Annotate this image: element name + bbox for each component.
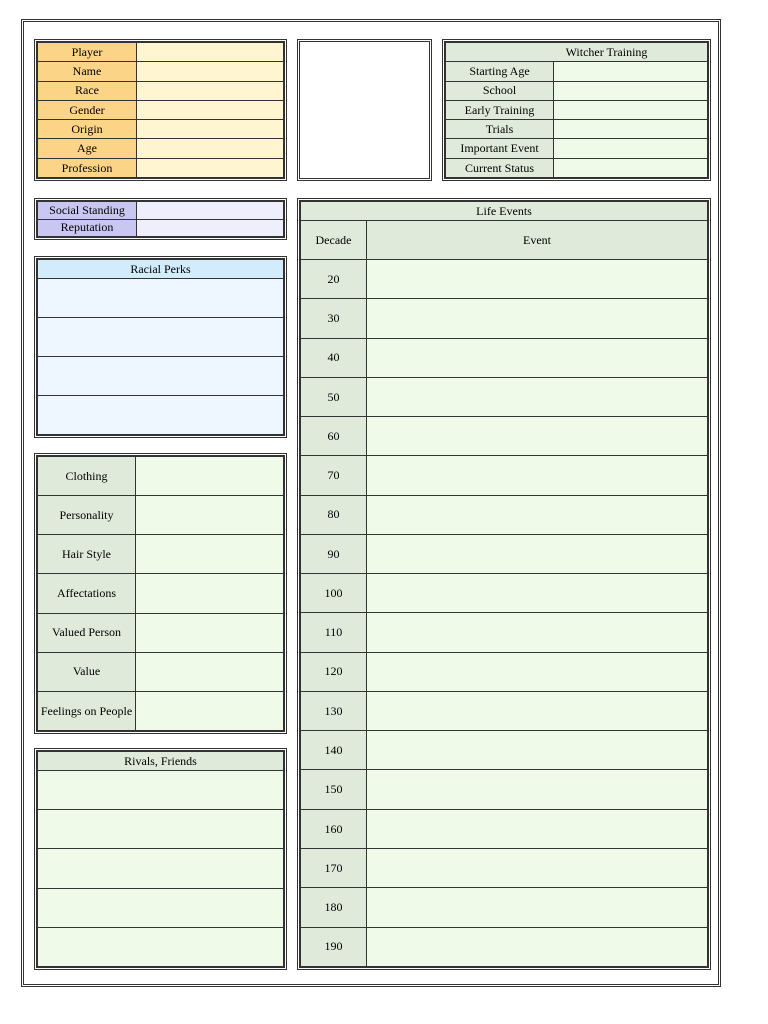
decade-label: 30 xyxy=(301,299,367,338)
personal-row xyxy=(38,652,284,691)
rivals-friends-title: Rivals, Friends xyxy=(38,752,284,771)
life-event-field[interactable] xyxy=(367,534,708,573)
life-event-field[interactable] xyxy=(367,691,708,730)
decade-label: 20 xyxy=(301,260,367,299)
life-event-row xyxy=(301,299,708,338)
personal-field[interactable] xyxy=(136,652,284,691)
personal-field[interactable] xyxy=(136,691,284,730)
life-event-field[interactable] xyxy=(367,260,708,299)
training-field[interactable] xyxy=(554,139,708,158)
life-event-row xyxy=(301,731,708,770)
decade-label: 130 xyxy=(301,691,367,730)
life-event-field[interactable] xyxy=(367,574,708,613)
decade-label: 50 xyxy=(301,377,367,416)
personal-field[interactable] xyxy=(136,613,284,652)
decade-column-header: Decade xyxy=(301,221,367,260)
decade-label: 40 xyxy=(301,338,367,377)
training-label: Current Status xyxy=(446,158,554,177)
training-label: Early Training xyxy=(446,100,554,119)
personal-row xyxy=(38,535,284,574)
life-events-title: Life Events xyxy=(301,202,708,221)
identity-field[interactable] xyxy=(137,62,284,81)
identity-row xyxy=(38,62,284,81)
life-event-field[interactable] xyxy=(367,495,708,534)
identity-label: Race xyxy=(38,81,137,100)
training-label: Starting Age xyxy=(446,62,554,81)
identity-row xyxy=(38,100,284,119)
personal-field[interactable] xyxy=(136,496,284,535)
racial-perk-field[interactable] xyxy=(38,396,284,435)
personal-details-table xyxy=(37,456,284,731)
identity-field[interactable] xyxy=(137,81,284,100)
decade-label: 160 xyxy=(301,809,367,848)
personal-field[interactable] xyxy=(136,535,284,574)
life-events-box xyxy=(297,198,711,970)
personal-row xyxy=(38,574,284,613)
identity-label: Profession xyxy=(38,158,137,177)
training-row xyxy=(446,158,708,177)
decade-label: 150 xyxy=(301,770,367,809)
life-event-field[interactable] xyxy=(367,299,708,338)
life-event-row xyxy=(301,888,708,927)
personal-label: Value xyxy=(38,652,136,691)
identity-field[interactable] xyxy=(137,158,284,177)
training-row xyxy=(446,120,708,139)
rival-friend-field[interactable] xyxy=(38,927,284,966)
life-event-row xyxy=(301,691,708,730)
racial-perks-title: Racial Perks xyxy=(38,260,284,279)
identity-field[interactable] xyxy=(137,100,284,119)
training-field[interactable] xyxy=(554,158,708,177)
identity-row xyxy=(38,43,284,62)
social-row xyxy=(38,219,284,237)
decade-label: 170 xyxy=(301,848,367,887)
witcher-training-table xyxy=(445,42,708,178)
training-field[interactable] xyxy=(554,81,708,100)
decade-label: 100 xyxy=(301,574,367,613)
social-row xyxy=(38,202,284,220)
identity-box xyxy=(34,39,287,181)
life-event-row xyxy=(301,456,708,495)
life-event-row xyxy=(301,534,708,573)
event-column-header: Event xyxy=(367,221,708,260)
training-label: Important Event xyxy=(446,139,554,158)
personal-label: Personality xyxy=(38,496,136,535)
personal-label: Clothing xyxy=(38,457,136,496)
life-event-row xyxy=(301,574,708,613)
rivals-friends-table xyxy=(37,751,284,967)
life-event-row xyxy=(301,377,708,416)
identity-row xyxy=(38,81,284,100)
identity-label: Origin xyxy=(38,120,137,139)
training-label: Trials xyxy=(446,120,554,139)
personal-details-box xyxy=(34,453,287,734)
social-table xyxy=(37,201,284,237)
personal-row xyxy=(38,613,284,652)
portrait-box[interactable] xyxy=(297,39,432,181)
training-label: School xyxy=(446,81,554,100)
life-event-row xyxy=(301,495,708,534)
decade-label: 140 xyxy=(301,731,367,770)
life-event-field[interactable] xyxy=(367,888,708,927)
racial-perks-box xyxy=(34,256,287,438)
personal-label: Hair Style xyxy=(38,535,136,574)
decade-label: 180 xyxy=(301,888,367,927)
decade-label: 120 xyxy=(301,652,367,691)
decade-label: 90 xyxy=(301,534,367,573)
identity-label: Name xyxy=(38,62,137,81)
personal-label: Feelings on People xyxy=(38,691,136,730)
training-row xyxy=(446,100,708,119)
racial-perk-field[interactable] xyxy=(38,279,284,318)
social-field[interactable] xyxy=(137,202,284,220)
life-event-field[interactable] xyxy=(367,731,708,770)
life-event-row xyxy=(301,652,708,691)
life-event-field[interactable] xyxy=(367,848,708,887)
identity-field[interactable] xyxy=(137,43,284,62)
life-event-field[interactable] xyxy=(367,613,708,652)
identity-label: Player xyxy=(38,43,137,62)
identity-field[interactable] xyxy=(137,139,284,158)
identity-table xyxy=(37,42,284,178)
rival-friend-field[interactable] xyxy=(38,888,284,927)
personal-label: Valued Person xyxy=(38,613,136,652)
life-event-field[interactable] xyxy=(367,770,708,809)
racial-perk-field[interactable] xyxy=(38,357,284,396)
life-events-table xyxy=(300,201,708,967)
personal-field[interactable] xyxy=(136,574,284,613)
life-event-field[interactable] xyxy=(367,338,708,377)
life-event-field[interactable] xyxy=(367,417,708,456)
social-standing-box xyxy=(34,198,287,240)
personal-field[interactable] xyxy=(136,457,284,496)
witcher-training-box xyxy=(442,39,711,181)
identity-label: Age xyxy=(38,139,137,158)
training-row xyxy=(446,81,708,100)
life-event-row xyxy=(301,338,708,377)
personal-row xyxy=(38,691,284,730)
personal-label: Affectations xyxy=(38,574,136,613)
rival-friend-field[interactable] xyxy=(38,849,284,888)
racial-perks-table xyxy=(37,259,284,435)
decade-label: 80 xyxy=(301,495,367,534)
identity-row xyxy=(38,139,284,158)
social-field[interactable] xyxy=(137,219,284,237)
witcher-training-title: Witcher Training xyxy=(446,43,708,62)
training-field[interactable] xyxy=(554,100,708,119)
life-event-row xyxy=(301,809,708,848)
decade-label: 60 xyxy=(301,417,367,456)
life-event-row xyxy=(301,613,708,652)
life-event-row xyxy=(301,848,708,887)
personal-row xyxy=(38,496,284,535)
personal-row xyxy=(38,457,284,496)
life-event-field[interactable] xyxy=(367,927,708,966)
identity-row xyxy=(38,120,284,139)
social-label: Reputation xyxy=(38,219,137,237)
rivals-friends-box xyxy=(34,748,287,970)
life-event-field[interactable] xyxy=(367,809,708,848)
identity-row xyxy=(38,158,284,177)
life-event-row xyxy=(301,260,708,299)
identity-label: Gender xyxy=(38,100,137,119)
rival-friend-field[interactable] xyxy=(38,771,284,810)
training-field[interactable] xyxy=(554,120,708,139)
training-field[interactable] xyxy=(554,62,708,81)
identity-field[interactable] xyxy=(137,120,284,139)
training-row xyxy=(446,139,708,158)
decade-label: 70 xyxy=(301,456,367,495)
life-event-field[interactable] xyxy=(367,456,708,495)
racial-perk-field[interactable] xyxy=(38,318,284,357)
life-event-row xyxy=(301,770,708,809)
life-event-field[interactable] xyxy=(367,652,708,691)
decade-label: 190 xyxy=(301,927,367,966)
social-label: Social Standing xyxy=(38,202,137,220)
life-event-row xyxy=(301,417,708,456)
life-event-row xyxy=(301,927,708,966)
rival-friend-field[interactable] xyxy=(38,810,284,849)
decade-label: 110 xyxy=(301,613,367,652)
life-event-field[interactable] xyxy=(367,377,708,416)
training-row xyxy=(446,62,708,81)
